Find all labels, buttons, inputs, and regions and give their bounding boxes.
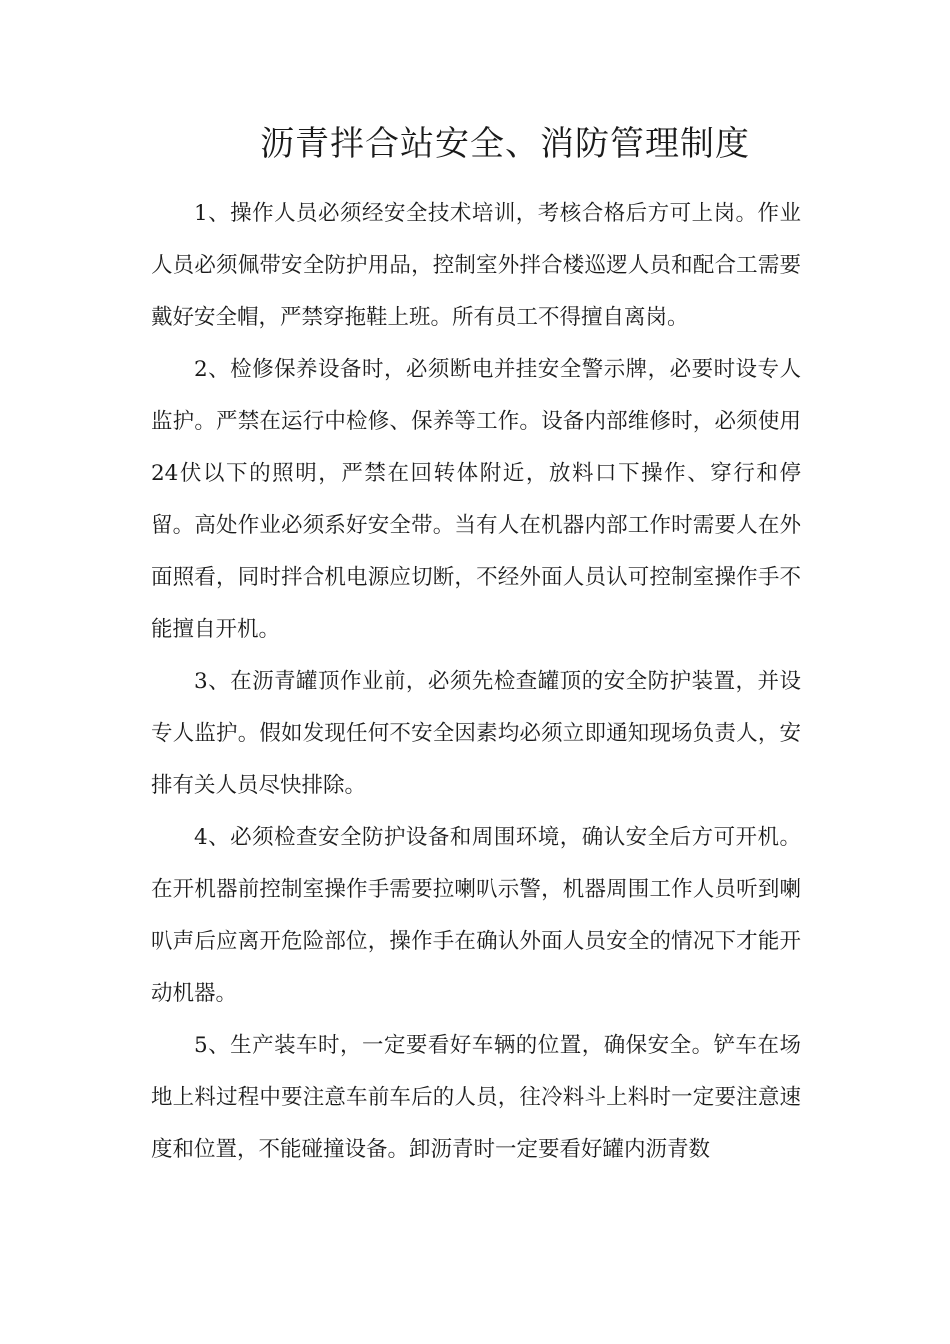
paragraph-2: 2、检修保养设备时，必须断电并挂安全警示牌，必要时设专人监护。严禁在运行中检修、保养等工作。设备内部维修时，必须使用24伏以下的照明，严禁在回转体附近，放料口下操作、穿行和停留。高处作业必须系好安全带。当有人在机器内部工作时需要人在外面照看，同时拌合机电源应切断，不经外面人员认可控制室操作手不能擅自开机。 [151,357,801,642]
paragraph-4: 4、必须检查安全防护设备和周围环境，确认安全后方可开机。在开机器前控制室操作手需要拉喇叭示警，机器周围工作人员听到喇叭声后应离开危险部位，操作手在确认外面人员安全的情况下才能开动机器。 [151,825,801,1006]
document-body [151,188,801,1176]
paragraph-5: 5、生产装车时，一定要看好车辆的位置，确保安全。铲车在场地上料过程中要注意车前车后的人员，往冷料斗上料时一定要注意速度和位置，不能碰撞设备。卸沥青时一定要看好罐内沥青数 [151,1033,801,1162]
paragraph-3: 3、在沥青罐顶作业前，必须先检查罐顶的安全防护装置，并设专人监护。假如发现任何不安全因素均必须立即通知现场负责人，安排有关人员尽快排除。 [151,669,801,798]
paragraph-1: 1、操作人员必须经安全技术培训，考核合格后方可上岗。作业人员必须佩带安全防护用品，控制室外拌合楼巡逻人员和配合工需要戴好安全帽，严禁穿拖鞋上班。所有员工不得擅自离岗。 [151,201,801,330]
document-title: 沥青拌合站安全、消防管理制度 [260,124,750,164]
